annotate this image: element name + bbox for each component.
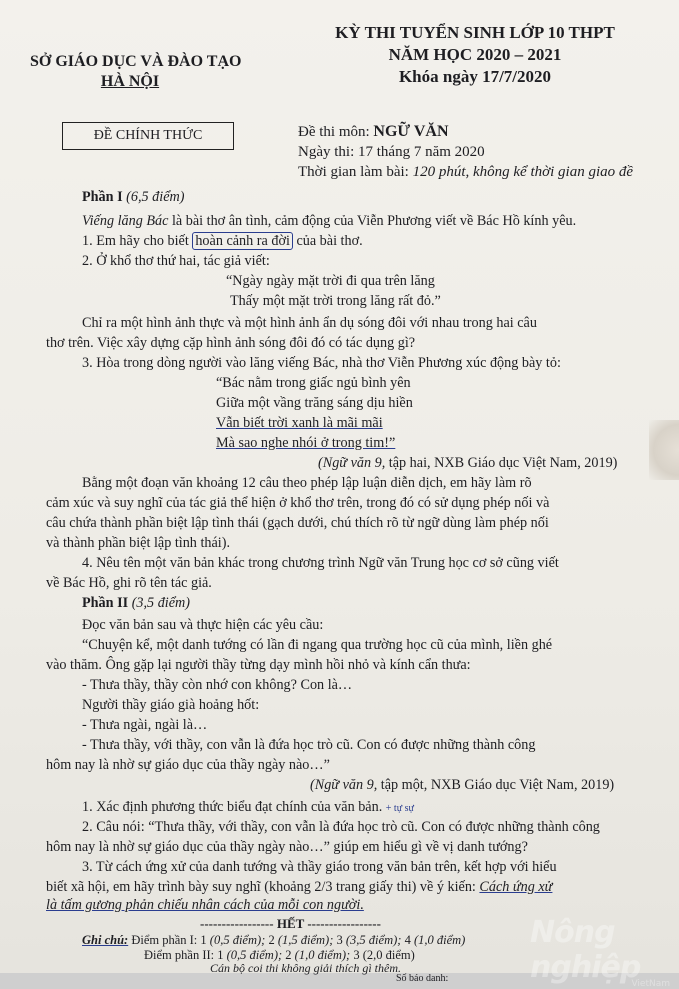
source2: [310, 776, 614, 796]
story-line4: Người thầy giáo già hoảng hốt:: [82, 697, 260, 713]
note-l1-h: (1,0 điểm): [413, 933, 466, 947]
note-l1-e: 3: [336, 933, 343, 947]
part2-q3-quote-start: Cách ứng xử: [479, 879, 553, 895]
story-line5: - Thưa ngài, ngài là…: [82, 717, 208, 733]
note-line3: Cán bộ coi thi không giải thích gì thêm.: [210, 961, 401, 975]
source2-book: (Ngữ văn 9,: [310, 777, 378, 793]
part1-intro-text: là bài thơ ân tình, cảm động của Viễn Phương viết về Bác Hồ kính yêu.: [171, 213, 577, 229]
poem2-line2: Giữa một vầng trăng sáng dịu hiền: [216, 395, 413, 411]
exam-title: KỲ THI TUYỂN SINH LỚP 10 THPT: [335, 23, 615, 42]
watermark-site: VietNam: [631, 979, 670, 989]
note-l1-c: 2: [268, 933, 275, 947]
poem2-line1: “Bác nằm trong giấc ngủ bình yên: [216, 375, 411, 391]
part2-q3-line1: 3. Từ cách ứng xử của danh tướng và thầy giáo trong văn bản trên, kết hợp với hiểu: [82, 859, 557, 875]
time-prefix: Thời gian làm bài:: [298, 164, 409, 180]
q3-task-line1: Bằng một đoạn văn khoảng 12 câu theo phép lập luận diễn dịch, em hãy làm rõ: [82, 475, 532, 491]
note-l2-d: (1,0 điểm);: [294, 948, 351, 962]
poem1-line2: Thấy một mặt trời trong lăng rất đỏ.”: [230, 293, 441, 309]
part1-title: Phần I: [82, 189, 123, 205]
department-line2: HÀ NỘI: [100, 73, 160, 90]
exam-header: [320, 22, 630, 88]
part2-q1-text: 1. Xác định phương thức biểu đạt chính của văn bản.: [82, 799, 383, 815]
part2-intro: Đọc văn bản sau và thực hiện các yêu cầu:: [82, 617, 324, 633]
source2-rest: tập một, NXB Giáo dục Việt Nam, 2019): [380, 777, 615, 793]
note-l2-e: 3 (2,0 điểm): [353, 948, 415, 962]
department-line1: SỞ GIÁO DỤC VÀ ĐÀO TẠO: [30, 53, 242, 70]
exam-date: Khóa ngày 17/7/2020: [398, 67, 552, 86]
story-line6: - Thưa thầy, với thầy, con vẫn là đứa học trò cũ. Con có được những thành công: [82, 737, 536, 753]
note-l1-g: 4: [404, 933, 411, 947]
poem2-line4: Mà sao nghe nhói ở trong tim!”: [216, 435, 396, 451]
part1-q4-line2: về Bác Hồ, ghi rõ tên tác giả.: [46, 575, 212, 591]
note-l1-a: Điểm phần I: 1: [131, 933, 207, 947]
subject-block: [298, 122, 633, 182]
note-l2-c: 2: [285, 948, 292, 962]
time-value: 120 phút, không kể thời gian giao đề: [412, 164, 634, 180]
q3-task-line4: và thành phần biệt lập tình thái).: [46, 535, 230, 551]
part1-q4-line1: 4. Nêu tên một văn bản khác trong chương trình Ngữ văn Trung học cơ sở cũng viết: [82, 555, 559, 571]
part2-q1: [82, 798, 414, 819]
part2-q3-quote-end: là tấm gương phản chiếu nhân cách của mỗi con người.: [46, 897, 364, 913]
part1-q2: 2. Ở khổ thơ thứ hai, tác giả viết:: [82, 253, 270, 269]
official-exam-label: ĐỀ CHÍNH THỨC: [62, 122, 234, 150]
part1-points: (6,5 điểm): [126, 189, 185, 205]
q2-task-line1: Chỉ ra một hình ảnh thực và một hình ảnh ẩn dụ sóng đôi với nhau trong hai câu: [82, 315, 537, 331]
candidate-number-label: Số báo danh:: [396, 973, 449, 984]
q1-circled: hoàn cảnh ra đời: [192, 232, 293, 250]
watermark-logo: [530, 915, 670, 989]
part2-q3-line2-a: biết xã hội, em hãy trình bày suy nghĩ (khoảng 2/3 trang giấy thi) về ý kiến:: [46, 879, 476, 895]
part1-intro: [82, 212, 576, 232]
school-year: NĂM HỌC 2020 – 2021: [388, 45, 562, 64]
note-l1-d: (1,5 điểm);: [277, 933, 334, 947]
note-l1-b: (0,5 điểm);: [209, 933, 266, 947]
part2-q3-line2: [46, 878, 552, 898]
part1-q3: 3. Hòa trong dòng người vào lăng viếng Bác, nhà thơ Viễn Phương xúc động bày tỏ:: [82, 355, 561, 371]
part1-heading: [82, 188, 184, 208]
part2-title: Phần II: [82, 595, 129, 611]
story-line1: “Chuyện kể, một danh tướng có lần đi ngang qua trường học cũ của mình, liền ghé: [82, 637, 553, 653]
poem2-line3: Vẫn biết trời xanh là mãi mãi: [216, 415, 383, 431]
note-l1-f: (3,5 điểm);: [345, 933, 402, 947]
part2-heading: [82, 594, 190, 614]
watermark-brand: Nông nghiệp: [530, 915, 641, 985]
note-label: Ghi chú:: [82, 933, 129, 947]
story-line7: hôm nay là nhờ sự giáo dục của thầy ngày nào…”: [46, 757, 330, 773]
source1-rest: tập hai, NXB Giáo dục Việt Nam, 2019): [388, 455, 618, 471]
page-edge-shadow: [649, 420, 679, 480]
q1-text-a: 1. Em hãy cho biết: [82, 233, 189, 249]
subject-name: NGỮ VĂN: [373, 123, 449, 140]
exam-day-line: Ngày thi: 17 tháng 7 năm 2020: [298, 144, 485, 160]
part2-points: (3,5 điểm): [131, 595, 190, 611]
q2-task-line2: thơ trên. Việc xây dựng cặp hình ảnh sóng đôi đó có tác dụng gì?: [46, 335, 416, 351]
poem1-line1: “Ngày ngày mặt trời đi qua trên lăng: [226, 273, 435, 289]
q1-text-c: của bài thơ.: [296, 233, 363, 249]
department-header: [30, 52, 242, 92]
poem-title: Viếng lăng Bác: [82, 213, 169, 229]
part1-q1: [82, 232, 363, 252]
q3-task-line2: cảm xúc và suy nghĩ của tác giả thể hiện ở khổ thơ trên, trong đó có sử dụng phép nối và: [46, 495, 550, 511]
subject-prefix: Đề thi môn:: [298, 124, 370, 140]
part2-q2-line1: 2. Câu nói: “Thưa thầy, với thầy, con vẫn là đứa học trò cũ. Con có được những thành công: [82, 819, 600, 835]
source1: [318, 454, 617, 474]
end-marker: ----------------- HẾT -----------------: [200, 916, 381, 931]
source1-book: (Ngữ văn 9,: [318, 455, 386, 471]
handwritten-note: + tự sự: [385, 803, 414, 814]
note-l2-a: Điểm phần II: 1: [144, 948, 224, 962]
story-line3: - Thưa thầy, thầy còn nhớ con không? Con là…: [82, 677, 353, 693]
story-line2: vào thăm. Ông gặp lại người thầy từng dạy mình hồi nhỏ và kính cẩn thưa:: [46, 657, 471, 673]
part2-q2-line2: hôm nay là nhờ sự giáo dục của thầy ngày nào…” giúp em hiểu gì về vị danh tướng?: [46, 839, 528, 855]
note-l2-b: (0,5 điểm);: [226, 948, 283, 962]
q3-task-line3: câu chứa thành phần biệt lập tình thái (gạch dưới, chú thích rõ từ ngữ dùng làm phép nối: [46, 515, 549, 531]
